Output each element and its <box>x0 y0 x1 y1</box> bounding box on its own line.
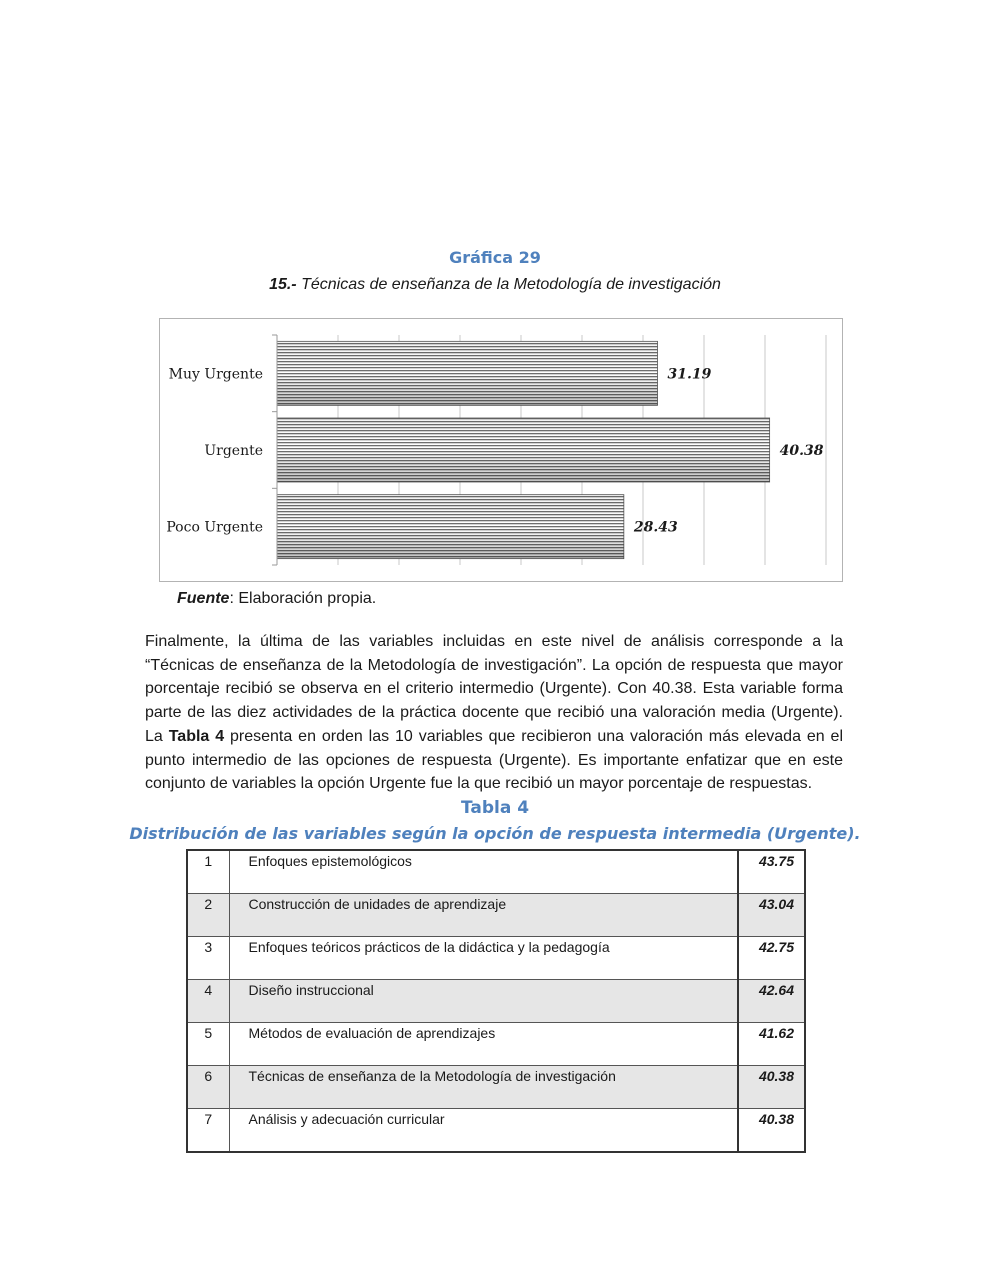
source-text: : Elaboración propia. <box>229 590 377 607</box>
row-value: 43.04 <box>738 894 805 937</box>
chart-bars <box>277 341 824 558</box>
row-number: 7 <box>187 1109 229 1153</box>
table-row <box>187 1066 805 1109</box>
chart-subtitle-text: Técnicas de enseñanza de la Metodología de investigación <box>301 276 721 293</box>
bar-chart <box>160 319 844 583</box>
bar-shading <box>277 341 658 405</box>
source-note <box>177 590 376 608</box>
ranking-table <box>186 849 806 1153</box>
table-row <box>187 1109 805 1153</box>
bar-shading <box>277 495 624 559</box>
chart-frame <box>159 318 843 582</box>
paragraph-part1: Finalmente, la última de las variables incluidas en este nivel de análisis corresponde a la “Técnicas de enseñanza de la Metodología de investigación”. La opción de respuesta que mayor porcentaje recibió se observa en el criterio intermedio (Urgente). Con 40.38. Esta variable forma parte de las diez actividades de la práctica docente que recibió una valoración media (Urgente). La <box>145 633 843 745</box>
category-label: Poco Urgente <box>166 519 263 536</box>
row-label: Construcción de unidades de aprendizaje <box>229 894 738 937</box>
data-label: 28.43 <box>633 519 678 536</box>
row-label: Análisis y adecuación curricular <box>229 1109 738 1153</box>
category-label: Muy Urgente <box>168 366 263 383</box>
row-value: 42.75 <box>738 937 805 980</box>
row-label: Técnicas de enseñanza de la Metodología de investigación <box>229 1066 738 1109</box>
row-label: Diseño instruccional <box>229 980 738 1023</box>
data-label: 40.38 <box>779 443 824 459</box>
row-number: 4 <box>187 980 229 1023</box>
table-title: Tabla 4 <box>460 798 530 818</box>
row-value: 42.64 <box>738 980 805 1023</box>
chart-title: Gráfica 29 <box>449 248 541 267</box>
row-number: 2 <box>187 894 229 937</box>
row-label: Enfoques teóricos prácticos de la didáctica y la pedagogía <box>229 937 738 980</box>
row-number: 6 <box>187 1066 229 1109</box>
row-value: 40.38 <box>738 1066 805 1109</box>
row-label: Métodos de evaluación de aprendizajes <box>229 1023 738 1066</box>
row-number: 3 <box>187 937 229 980</box>
row-value: 40.38 <box>738 1109 805 1153</box>
chart-axis <box>166 335 277 565</box>
data-label: 31.19 <box>667 366 712 383</box>
paragraph-part2: presenta en orden las 10 variables que recibieron una valoración más elevada en el punto intermedio de las opciones de respuesta (Urgente). Es importante enfatizar que en este conjunto de variables la opción Urgente fue la que recibió un mayor porcentaje de respuestas. <box>145 727 843 793</box>
body-paragraph <box>145 630 843 796</box>
row-number: 5 <box>187 1023 229 1066</box>
table-row <box>187 894 805 937</box>
chart-number: 15.- <box>269 276 297 293</box>
row-value: 43.75 <box>738 850 805 894</box>
category-label: Urgente <box>204 443 263 459</box>
table-row <box>187 937 805 980</box>
source-label: Fuente <box>177 590 230 607</box>
table-subtitle: Distribución de las variables según la opción de respuesta intermedia (Urgente). <box>129 824 861 843</box>
table-row <box>187 1023 805 1066</box>
table-row <box>187 850 805 894</box>
bar-shading <box>277 418 770 482</box>
paragraph-bold: Tabla 4 <box>168 727 225 745</box>
table-row <box>187 980 805 1023</box>
chart-subtitle <box>0 276 990 294</box>
row-number: 1 <box>187 850 229 894</box>
row-value: 41.62 <box>738 1023 805 1066</box>
row-label: Enfoques epistemológicos <box>229 850 738 894</box>
